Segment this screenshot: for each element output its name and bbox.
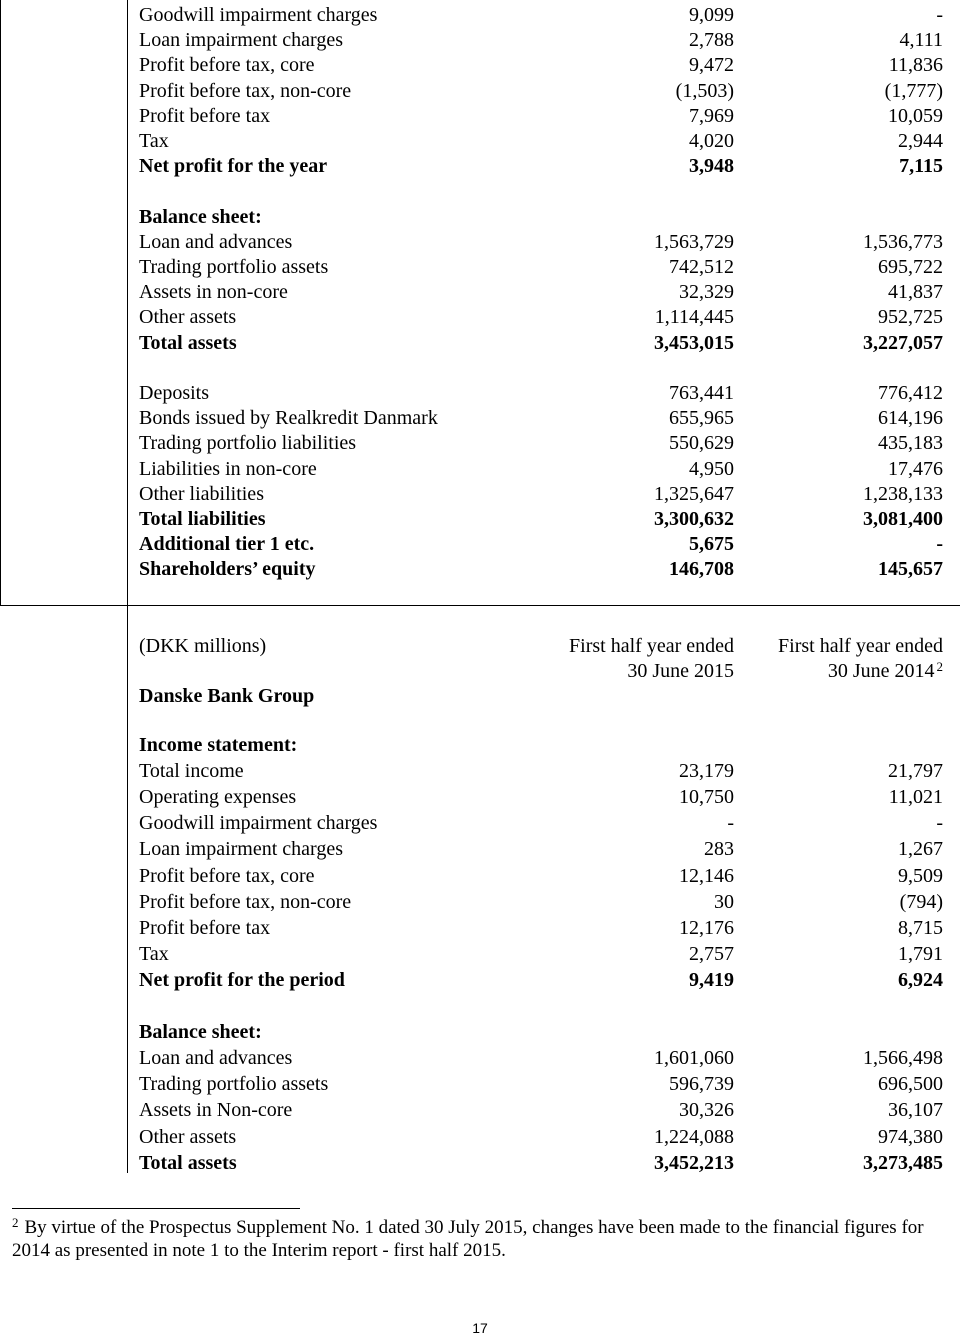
- value-col1: 550,629: [669, 432, 734, 455]
- row-label: Income statement:: [139, 734, 298, 756]
- table-row: [139, 1019, 945, 1045]
- value-col1: 9,419: [689, 968, 734, 991]
- table-row: [139, 758, 945, 784]
- col2-header-line2: [828, 658, 943, 684]
- col1-header-line1: First half year ended: [569, 635, 734, 657]
- table-row: [139, 153, 945, 179]
- table-row: [139, 430, 945, 456]
- value-col2: 1,536,773: [863, 230, 943, 253]
- table-row: [139, 128, 945, 154]
- table-row: [139, 784, 945, 810]
- row-label: Total income: [139, 760, 244, 783]
- table-row: [139, 355, 945, 381]
- table-row: [139, 863, 945, 889]
- col2-header-date: 30 June 2014: [827, 660, 935, 682]
- row-label: Tax: [139, 942, 169, 965]
- row-label: Loan impairment charges: [139, 838, 344, 861]
- row-label: Trading portfolio assets: [139, 256, 329, 278]
- row-label: Tax: [139, 130, 169, 152]
- value-col1: 596,739: [669, 1073, 734, 1096]
- value-col2: 1,791: [898, 942, 943, 965]
- table-row: [139, 889, 945, 915]
- value-col2: 695,722: [878, 256, 943, 278]
- row-label: Trading portfolio liabilities: [139, 432, 357, 455]
- table-row: [139, 993, 945, 1019]
- row-label: Bonds issued by Realkredit Danmark: [139, 407, 438, 430]
- table-row: [139, 52, 945, 78]
- value-col1: (1,503): [675, 79, 734, 102]
- table-row: [139, 810, 945, 836]
- value-col2: 7,115: [899, 155, 943, 178]
- row-label: Deposits: [139, 382, 209, 404]
- value-col1: 742,512: [669, 256, 734, 278]
- header-row-1: [139, 633, 945, 659]
- footnote-rule: [12, 1208, 300, 1209]
- value-col2: 8,715: [898, 916, 943, 939]
- row-label: Goodwill impairment charges: [139, 4, 378, 26]
- value-col1: 4,020: [689, 130, 734, 152]
- table-row: [139, 1124, 945, 1150]
- value-col2: 3,273,485: [863, 1151, 943, 1174]
- table-row: [139, 506, 945, 532]
- table-row: [139, 279, 945, 305]
- table-row: [139, 103, 945, 129]
- row-label: Assets in non-core: [139, 281, 288, 304]
- value-col2: 1,267: [898, 838, 943, 861]
- header-row-2: [139, 658, 945, 684]
- value-col1: 23,179: [679, 760, 734, 783]
- table-row: [139, 915, 945, 941]
- value-col1: 1,114,445: [654, 306, 734, 329]
- value-col1: 1,224,088: [654, 1125, 734, 1148]
- footnote-marker: 2: [12, 1215, 19, 1230]
- row-label: Trading portfolio assets: [139, 1073, 329, 1096]
- value-col2: 17,476: [888, 457, 943, 480]
- value-col2: 3,081,400: [863, 508, 943, 530]
- value-col1: 30,326: [679, 1099, 734, 1122]
- value-col1: 763,441: [669, 382, 734, 404]
- row-label: Balance sheet:: [139, 205, 262, 228]
- value-col2: -: [936, 4, 943, 26]
- value-col2: 952,725: [878, 306, 943, 329]
- row-label: Operating expenses: [139, 786, 297, 809]
- row-label: Goodwill impairment charges: [139, 812, 378, 835]
- value-col1: 9,099: [689, 4, 734, 26]
- value-col1: 3,948: [689, 155, 734, 178]
- table-row: [139, 204, 945, 230]
- value-col2: 776,412: [878, 382, 943, 404]
- value-col2: 11,836: [888, 54, 943, 77]
- value-col1: 3,300,632: [654, 508, 734, 530]
- table-row: [139, 178, 945, 204]
- table-row: [139, 481, 945, 507]
- value-col2: 3,227,057: [863, 331, 943, 354]
- value-col1: 10,750: [679, 786, 734, 809]
- table-row: [139, 2, 945, 28]
- table-separator-rule: [0, 605, 960, 606]
- table-row: [139, 456, 945, 482]
- value-col2: 1,238,133: [863, 482, 943, 505]
- footnote-text: By virtue of the Prospectus Supplement No. 1 dated 30 July 2015, changes have been made to the financial figures for 2014 as presented in note 1 to the Interim report - first half 2015.: [12, 1217, 924, 1261]
- value-col1: 146,708: [669, 558, 734, 581]
- table-row: [139, 556, 945, 582]
- row-label: Total liabilities: [139, 508, 266, 530]
- value-col1: 1,325,647: [654, 482, 734, 505]
- value-col2: 614,196: [878, 407, 943, 430]
- row-label: Balance sheet:: [139, 1021, 262, 1044]
- row-label: Profit before tax: [139, 104, 271, 127]
- table-row: [139, 304, 945, 330]
- value-col1: 3,453,015: [654, 331, 734, 354]
- value-col2: 1,566,498: [863, 1047, 943, 1070]
- value-col2: (794): [899, 890, 943, 913]
- value-col2: 21,797: [888, 760, 943, 783]
- table-row: [139, 531, 945, 557]
- table-row: [139, 330, 945, 356]
- value-col1: 32,329: [679, 281, 734, 304]
- group-title-row: [139, 683, 945, 709]
- table-row: [139, 27, 945, 53]
- value-col1: 4,950: [689, 457, 734, 480]
- footnote: [12, 1216, 952, 1262]
- table-row: [139, 967, 945, 993]
- row-label: Profit before tax: [139, 916, 271, 939]
- table-row: [139, 836, 945, 862]
- value-col2: 41,837: [888, 281, 943, 304]
- table-row: [139, 254, 945, 280]
- unit-label: (DKK millions): [139, 635, 267, 657]
- row-label: Assets in Non-core: [139, 1099, 293, 1122]
- value-col1: 2,757: [689, 942, 734, 965]
- row-label: Other assets: [139, 306, 237, 329]
- value-col2: (1,777): [884, 79, 943, 102]
- row-label: Total assets: [139, 331, 237, 354]
- value-col1: 3,452,213: [654, 1151, 734, 1174]
- group-title: Danske Bank Group: [139, 685, 315, 707]
- col2-header-line1: First half year ended: [778, 635, 943, 657]
- row-label: Additional tier 1 etc.: [139, 533, 315, 556]
- page-number: 17: [472, 1320, 488, 1336]
- value-col2: -: [936, 533, 943, 556]
- row-label: Liabilities in non-core: [139, 457, 317, 480]
- row-label: Profit before tax, core: [139, 54, 315, 77]
- table-row: [139, 405, 945, 431]
- value-col1: 9,472: [689, 54, 734, 77]
- row-label: Other liabilities: [139, 482, 264, 505]
- value-col2: 6,924: [898, 968, 943, 991]
- value-col1: 1,601,060: [654, 1047, 734, 1070]
- value-col1: 12,176: [679, 916, 734, 939]
- table-row: [139, 78, 945, 104]
- value-col1: -: [727, 812, 734, 835]
- value-col1: 1,563,729: [654, 230, 734, 253]
- table-row: [139, 229, 945, 255]
- table-row: [139, 1150, 945, 1176]
- table-row: [139, 732, 945, 758]
- table-row: [139, 380, 945, 406]
- table-row: [139, 1045, 945, 1071]
- table-row: [139, 1071, 945, 1097]
- value-col2: 974,380: [878, 1125, 943, 1148]
- value-col1: 655,965: [669, 407, 734, 430]
- value-col1: 12,146: [679, 864, 734, 887]
- value-col2: 435,183: [878, 432, 943, 455]
- value-col2: 10,059: [888, 104, 943, 127]
- table-row: [139, 1097, 945, 1123]
- value-col1: 2,788: [689, 29, 734, 52]
- row-label: Loan impairment charges: [139, 29, 344, 52]
- row-label: Profit before tax, non-core: [139, 79, 352, 102]
- col1-header-line2: 30 June 2015: [627, 660, 734, 682]
- row-label: Total assets: [139, 1151, 237, 1174]
- value-col1: 30: [714, 890, 734, 913]
- value-col2: 9,509: [898, 864, 943, 887]
- footnote-reference: 2: [936, 659, 943, 674]
- value-col2: 36,107: [888, 1099, 943, 1122]
- left-border-line: [0, 0, 1, 605]
- row-label: Other assets: [139, 1125, 237, 1148]
- table-vertical-rule-bottom: [127, 606, 128, 1173]
- value-col2: 11,021: [888, 786, 943, 809]
- table-vertical-rule-top: [127, 0, 128, 605]
- value-col1: 283: [704, 838, 734, 861]
- value-col2: 145,657: [878, 558, 943, 581]
- row-label: Net profit for the year: [139, 155, 328, 178]
- row-label: Loan and advances: [139, 1047, 293, 1070]
- row-label: Shareholders’ equity: [139, 558, 316, 581]
- value-col2: 2,944: [898, 130, 943, 152]
- value-col2: -: [936, 812, 943, 835]
- row-label: Loan and advances: [139, 230, 293, 253]
- value-col1: 5,675: [689, 533, 734, 556]
- row-label: Profit before tax, non-core: [139, 890, 352, 913]
- value-col1: 7,969: [689, 104, 734, 127]
- row-label: Profit before tax, core: [139, 864, 315, 887]
- table-row: [139, 941, 945, 967]
- row-label: Net profit for the period: [139, 968, 345, 991]
- value-col2: 4,111: [899, 29, 943, 52]
- value-col2: 696,500: [878, 1073, 943, 1096]
